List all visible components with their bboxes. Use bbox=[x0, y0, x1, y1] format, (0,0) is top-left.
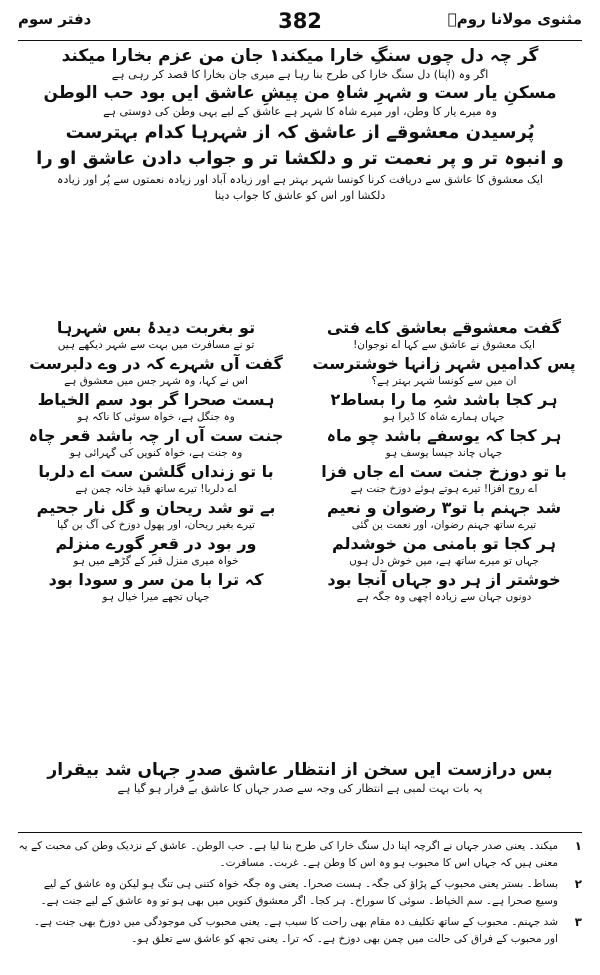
persian-verse: تو بغربت دیدۂ بس شہرہا bbox=[56, 318, 256, 337]
closing-verse bbox=[18, 760, 582, 797]
footnotes bbox=[18, 838, 582, 952]
urdu-translation: وہ جنت ہے، خواہ کنویں کی گہرائی ہو bbox=[69, 447, 243, 459]
verse-block bbox=[306, 498, 582, 533]
persian-verse: با تو زنداں گلشن ست اے دلربا bbox=[38, 462, 274, 481]
footnote bbox=[18, 914, 582, 948]
verse-block bbox=[18, 534, 294, 569]
verse-block bbox=[18, 46, 582, 82]
urdu-translation: جہاں ہمارے شاہ کا ڈیرا ہو bbox=[383, 411, 505, 423]
persian-verse: خوشتر از ہر دو جہاں آنجا بود bbox=[327, 570, 561, 589]
header-divider bbox=[18, 40, 582, 41]
verse-block bbox=[18, 462, 294, 497]
verse-block bbox=[306, 534, 582, 569]
page-number: 382 bbox=[278, 9, 322, 33]
page-header bbox=[18, 10, 582, 36]
urdu-translation: جہاں تو میرے ساتھ ہے، میں خوش دل ہوں bbox=[349, 555, 539, 567]
verse-block bbox=[18, 318, 294, 353]
persian-verse: گر چہ دل چوں سنگِ خارا میکند۱ جان من عزم بخارا میکند bbox=[61, 46, 539, 66]
persian-verse: گفت آں شہرے کہ در وے دلبرست bbox=[29, 354, 283, 373]
top-verses bbox=[18, 46, 582, 205]
persian-verse: ور بود در قعرِ گورے منزلم bbox=[55, 534, 257, 553]
urdu-translation: تیرے ساتھ جہنم رضوان، اور نعمت بن گئی bbox=[351, 519, 537, 531]
urdu-translation: ان میں سے کونسا شہر بہتر ہے؟ bbox=[371, 375, 517, 387]
verse-block bbox=[306, 318, 582, 353]
urdu-translation: وہ میرے یار کا وطن، اور میرے شاہ کا شہر ہے عاشق کے لیے یہی وطن کی دوستی ہے bbox=[103, 105, 497, 118]
urdu-translation: اے روح افزا! تیرے ہوتے ہوئے دوزخ جنت ہے bbox=[350, 483, 538, 495]
persian-verse: ہر کجا کہ یوسفے باشد چو ماہ bbox=[326, 426, 562, 445]
verse-block bbox=[306, 390, 582, 425]
heading-translation: ایک معشوق کا عاشق سے دریافت کرنا کونسا شہر بہتر ہے اور زیادہ آباد اور زیادہ نعمتوں سے پُر اور زیادہ دلکشا اور اس کو عاشق کا جواب دینا bbox=[57, 173, 543, 202]
volume-label: دفتر سوم bbox=[18, 10, 92, 28]
verse-block bbox=[306, 462, 582, 497]
verse-block bbox=[18, 426, 294, 461]
urdu-translation: وہ جنگل ہے، خواہ سوئی کا ناکہ ہو bbox=[77, 411, 235, 423]
persian-verse: ہر کجا باشد شہِ ما را بساط۲ bbox=[330, 390, 558, 409]
persian-verse: کہ ترا با من سر و سودا بود bbox=[48, 570, 264, 589]
footnote-text: میکند۔ یعنی صدر جہاں نے اگرچہ اپنا دل سنگ خارا کی طرح بنا لیا ہے۔ حب الوطن۔ عاشق کے نزدیک وطن کی محبت کے یہ معنی ہیں کہ جہاں اس کا محبوب ہو وہ اس کا وطن ہے۔ غربت۔ مسافرت۔ bbox=[18, 840, 558, 869]
verse-block bbox=[18, 760, 582, 796]
urdu-translation: تیرے بغیر ریحان، اور پھول دوزخ کی آگ بن گیا bbox=[57, 519, 255, 531]
verse-block bbox=[306, 570, 582, 605]
persian-verse: ہر کجا تو بامنی من خوشدلم bbox=[331, 534, 557, 553]
urdu-translation: دونوں جہان سے زیادہ اچھی وہ جگہ ہے bbox=[356, 591, 532, 603]
verse-block bbox=[18, 498, 294, 533]
persian-verse: مسکنِ یار ست و شہرِ شاہِ من پیشِ عاشق ایں بود حب الوطن bbox=[43, 83, 557, 103]
verse-block bbox=[18, 354, 294, 389]
urdu-translation: تو نے مسافرت میں بہت سے شہر دیکھے ہیں bbox=[57, 339, 255, 351]
persian-verse: با تو دوزخ جنت ست اے جاں فزا bbox=[321, 462, 567, 481]
urdu-translation: اے دلربا! تیرے ساتھ قید خانہ چمن ہے bbox=[75, 483, 237, 495]
footnote-number: ۱ bbox=[574, 839, 582, 853]
urdu-translation: جہاں چاند جیسا یوسف ہو bbox=[385, 447, 503, 459]
book-title: مثنوی مولانا رومؒ bbox=[447, 10, 582, 28]
urdu-translation: خواہ میری منزل قبر کے گڑھے میں ہو bbox=[73, 555, 239, 567]
verse-block bbox=[306, 354, 582, 389]
urdu-translation: اس نے کہا، وہ شہر جس میں معشوق ہے bbox=[64, 375, 248, 387]
verse-block bbox=[306, 426, 582, 461]
footnote bbox=[18, 838, 582, 872]
persian-verse: ہست صحرا گر بود سم الخیاط bbox=[37, 390, 275, 409]
persian-verse: جنت ست آں ار چہ باشد قعر چاہ bbox=[28, 426, 284, 445]
persian-verse: بس درازست ایں سخن از انتظار عاشق صدرِ جہاں شد بیقرار bbox=[47, 760, 553, 780]
urdu-translation: اگر وہ (اپنا) دل سنگ خارا کی طرح بنا رہا ہے میری جان بخارا کا قصد کر رہی ہے bbox=[111, 68, 489, 81]
left-column bbox=[18, 318, 294, 606]
verse-block bbox=[18, 570, 294, 605]
footnote-number: ۲ bbox=[574, 877, 582, 891]
section-heading bbox=[18, 120, 582, 204]
footnote-number: ۳ bbox=[574, 915, 582, 929]
persian-verse: پس کدامیں شہر زانہا خوشترست bbox=[312, 354, 576, 373]
verse-block bbox=[18, 83, 582, 119]
heading-line-1: پُرسیدن معشوقے از عاشق کہ از شہرہا کدام بہترست bbox=[65, 122, 535, 143]
urdu-translation: ایک معشوق نے عاشق سے کہا اے نوجوان! bbox=[353, 339, 535, 351]
verse-columns bbox=[18, 318, 582, 748]
footnote-text: بساط۔ بستر یعنی محبوب کے پڑاؤ کی جگہ۔ ہست صحرا۔ یعنی وہ جگہ خواہ کتنی ہی تنگ ہو لیکن وہ عاشق کے لیے وسیع صحرا ہے۔ سم الخیاط۔ سوئی کا سوراخ۔ ہر کجا۔ اگر معشوق کنویں میں بھی ہو تو وہ عاشق کے لیے جنت ہے۔ bbox=[40, 878, 558, 907]
right-column bbox=[306, 318, 582, 606]
footnote-text: شد جہنم۔ محبوب کے ساتھ تکلیف دہ مقام بھی راحت کا سبب ہے۔ یعنی محبوب کی موجودگی میں دوزخ بھی جنت ہے۔ اور محبوب کے فراق کی حالت میں چمن بھی دوزخ ہے۔ کہ ترا۔ یعنی تجھ کو عاشق سے تعلق ہو۔ bbox=[33, 916, 558, 945]
verse-block bbox=[18, 390, 294, 425]
footnote bbox=[18, 876, 582, 910]
footnote-divider bbox=[18, 832, 582, 833]
persian-verse: شد جہنم با تو۳ رضوان و نعیم bbox=[326, 498, 562, 517]
urdu-translation: جہاں تجھے میرا خیال ہو bbox=[102, 591, 210, 603]
persian-verse: گفت معشوقے بعاشق کاے فتی bbox=[326, 318, 562, 337]
heading-line-2: و انبوہ تر و پر نعمت تر و دلکشا تر و جواب دادن عاشق او را bbox=[36, 148, 564, 169]
persian-verse: بے تو شد ریحان و گل نار جحیم bbox=[36, 498, 276, 517]
urdu-translation: یہ بات بہت لمبی ہے انتظار کی وجہ سے صدر جہاں کا عاشق بے قرار ہو گیا ہے bbox=[117, 782, 483, 795]
